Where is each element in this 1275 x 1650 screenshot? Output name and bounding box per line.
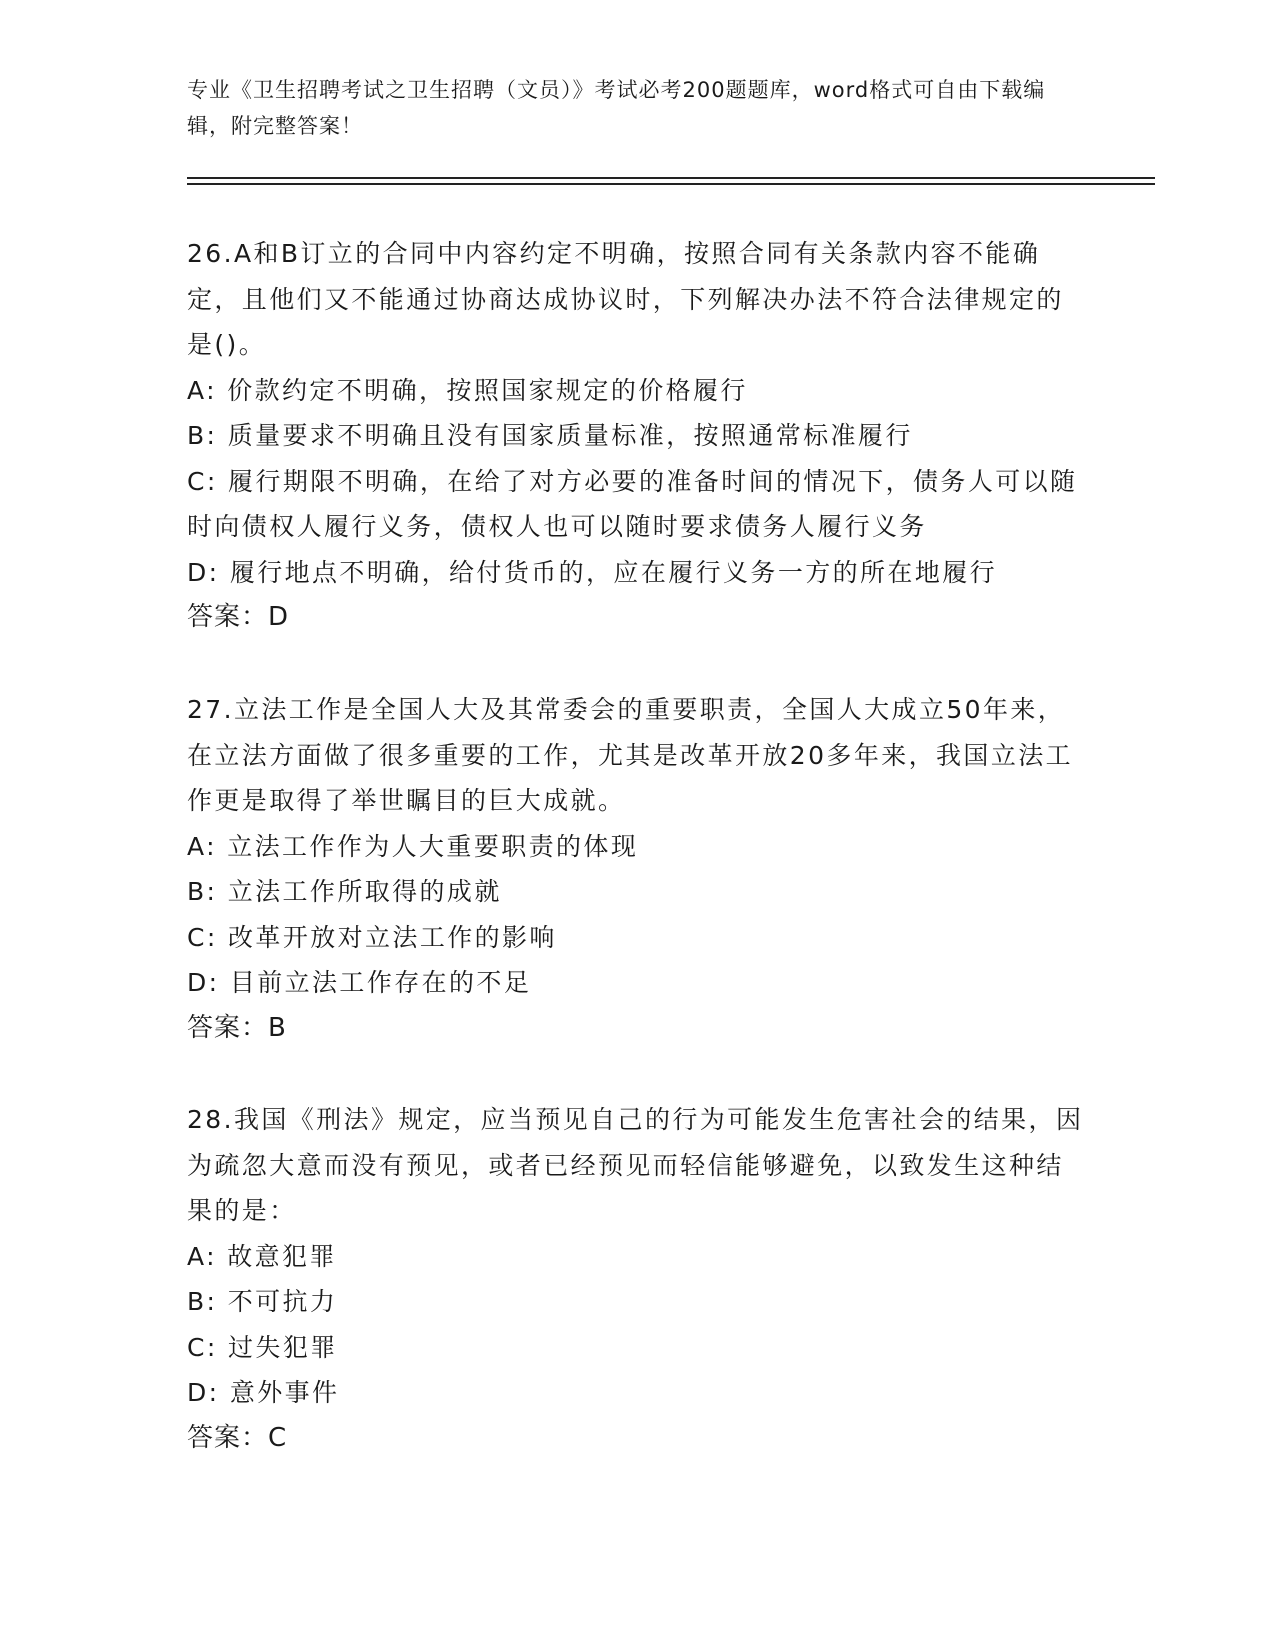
option-b: B: 立法工作所取得的成就 — [187, 877, 502, 906]
option-b: B: 质量要求不明确且没有国家质量标准，按照通常标准履行 — [187, 421, 913, 450]
answer-line: 答案：C — [187, 1422, 288, 1453]
question-27 — [187, 687, 1087, 1051]
option-d: D: 履行地点不明确，给付货币的，应在履行义务一方的所在地履行 — [187, 557, 998, 587]
answer-line: 答案：B — [187, 1012, 287, 1043]
answer-line: 答案：D — [187, 602, 290, 632]
question-26 — [187, 231, 1087, 641]
question-stem: 28.我国《刑法》规定，应当预见自己的行为可能发生危害社会的结果，因为疏忽大意而没有预见，或者已经预见而轻信能够避免，以致发生这种结果的是： — [187, 1105, 1084, 1225]
option-c: C: 改革开放对立法工作的影响 — [187, 922, 557, 952]
header-divider-bottom — [187, 183, 1155, 185]
question-stem: 27.立法工作是全国人大及其常委会的重要职责，全国人大成立50年来，在立法方面做了很多重要的工作，尤其是改革开放20多年来，我国立法工作更是取得了举世瞩目的巨大成就。 — [187, 695, 1074, 815]
option-a: A: 价款约定不明确，按照国家规定的价格履行 — [187, 375, 748, 405]
option-c: C: 过失犯罪 — [187, 1332, 338, 1362]
option-d: D: 目前立法工作存在的不足 — [187, 968, 532, 997]
option-c: C: 履行期限不明确，在给了对方必要的准备时间的情况下，债务人可以随时向债权人履行义务，债权人也可以随时要求债务人履行义务 — [187, 466, 1078, 541]
option-b: B: 不可抗力 — [187, 1287, 338, 1316]
question-28 — [187, 1097, 1087, 1461]
option-d: D: 意外事件 — [187, 1378, 340, 1407]
option-a: A: 立法工作作为人大重要职责的体现 — [187, 831, 639, 861]
question-stem: 26.A和B订立的合同中内容约定不明确，按照合同有关条款内容不能确定，且他们又不能通过协商达成协议时，下列解决办法不符合法律规定的是()。 — [187, 239, 1064, 359]
option-a: A: 故意犯罪 — [187, 1241, 337, 1271]
header-divider-top — [187, 177, 1155, 179]
document-header: 专业《卫生招聘考试之卫生招聘（文员）》考试必考200题题库，word格式可自由下载编辑，附完整答案！ — [187, 78, 1046, 138]
